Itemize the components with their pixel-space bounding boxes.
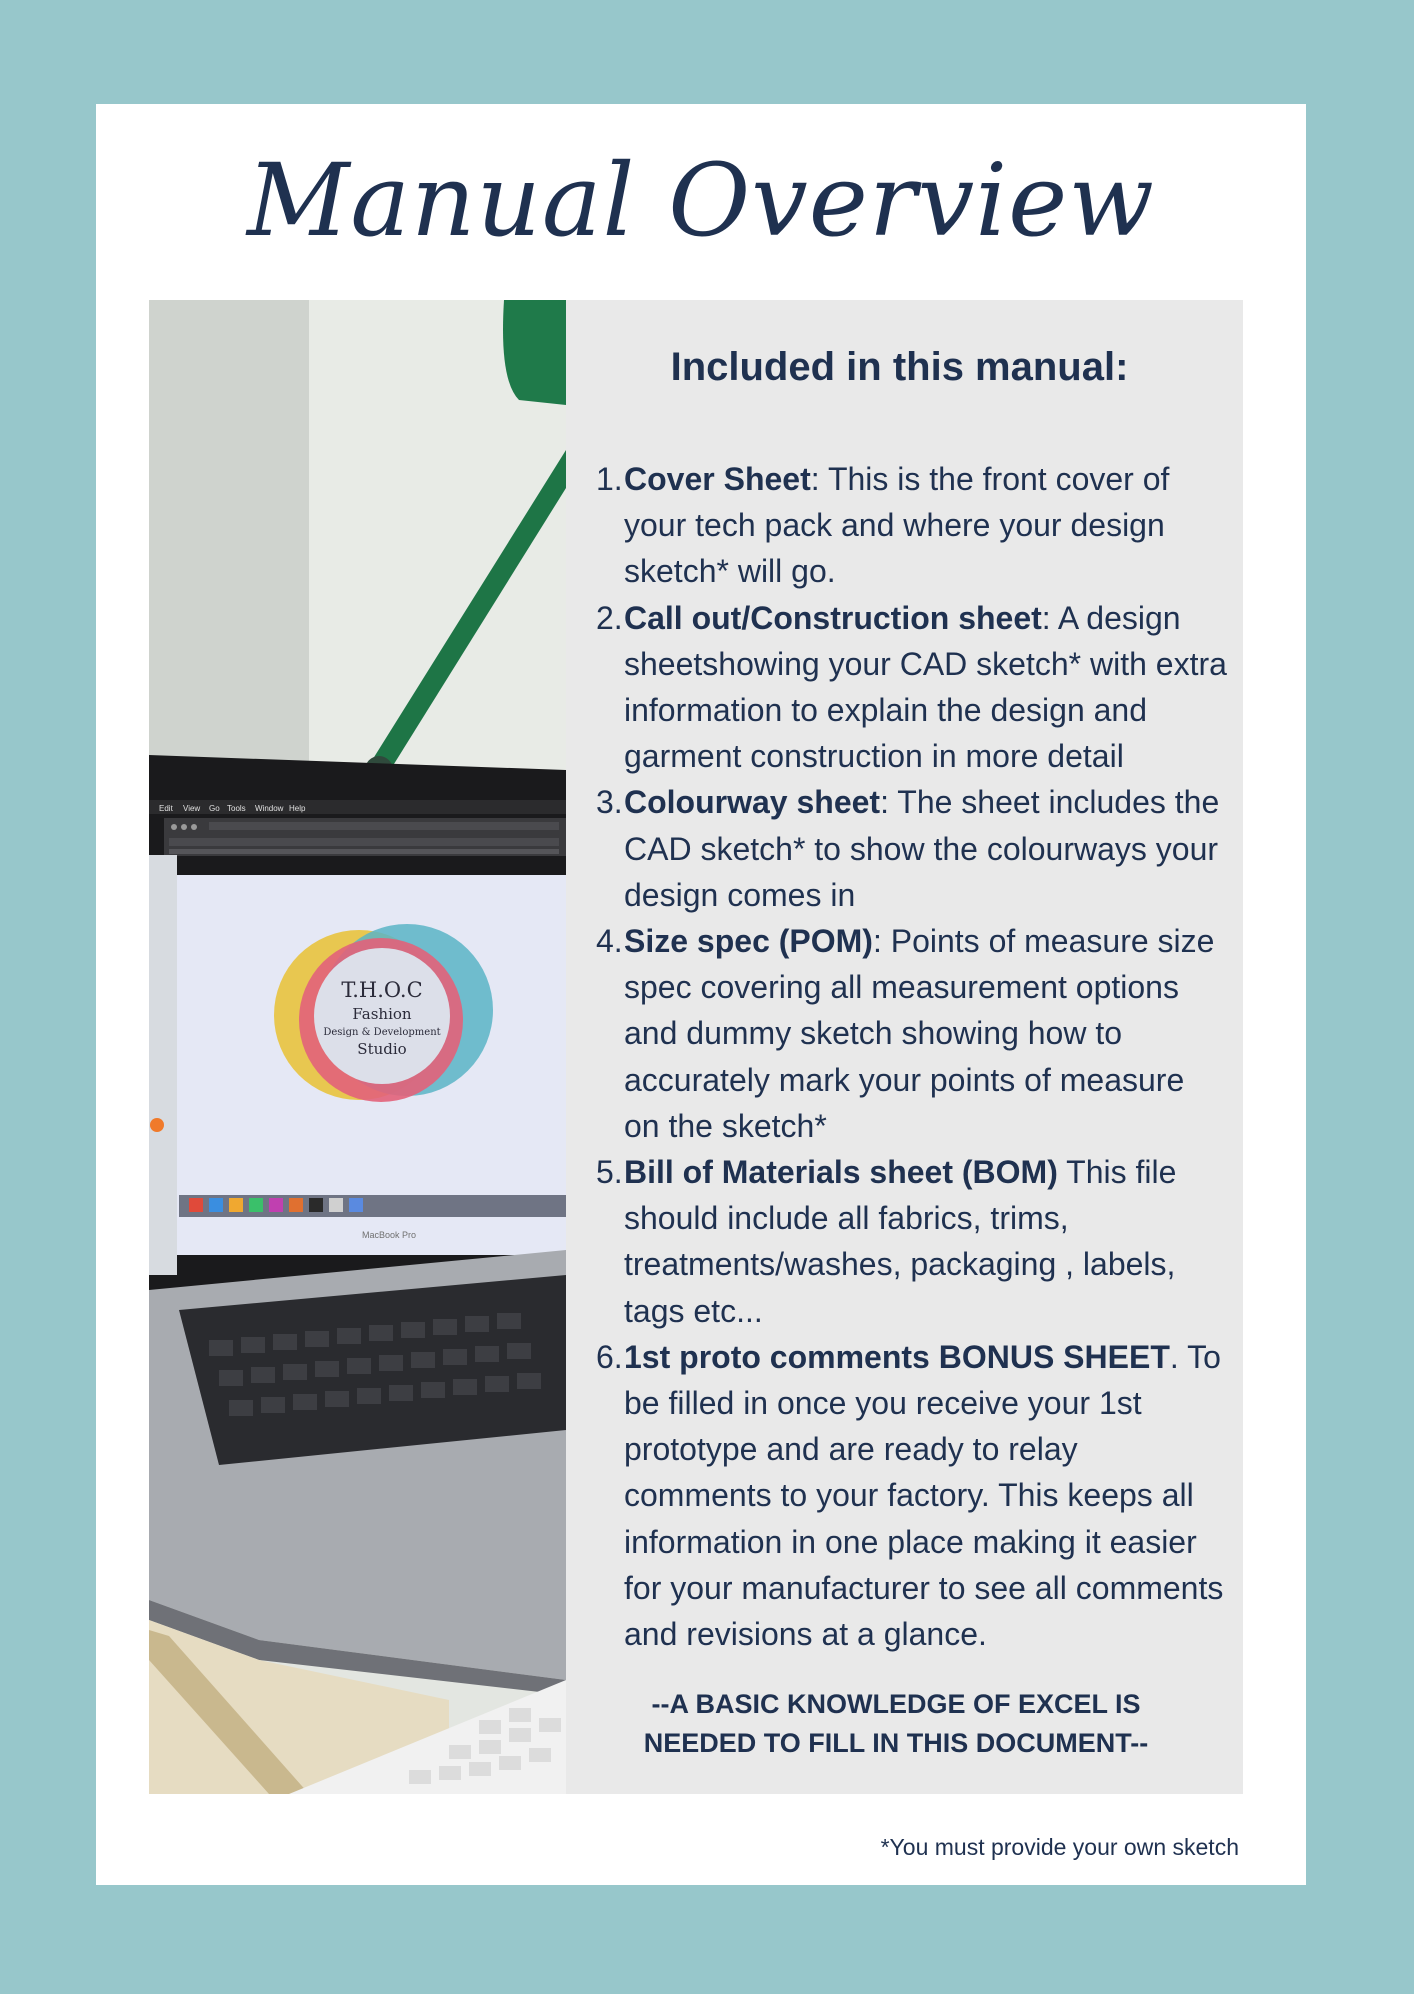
menu-view: View: [183, 804, 201, 813]
list-item-number: 6.: [596, 1338, 623, 1375]
laptop-photo-illustration: [149, 300, 566, 1794]
key: [439, 1766, 461, 1780]
logo-text-studio: Studio: [357, 1040, 407, 1058]
key: [411, 1352, 435, 1368]
list-item: [566, 918, 1243, 1149]
key: [507, 1343, 531, 1359]
key: [529, 1748, 551, 1762]
list-item-label: 1st proto comments BONUS SHEET: [624, 1338, 1170, 1375]
excel-note-line2: NEEDED TO FILL IN THIS DOCUMENT--: [643, 1728, 1149, 1758]
wall-shadow: [149, 300, 309, 770]
list-item-description: . To be filled in once you receive your 1st prototype and are ready to relay comments to your factory. This keeps all information in one place making it easier for your manufacturer to see all comments and revisions at a glance.: [624, 1338, 1224, 1653]
key: [325, 1391, 349, 1407]
key: [273, 1334, 297, 1350]
excel-note: [596, 1685, 1196, 1763]
lamp-shade: [503, 300, 566, 405]
list-item-number: 4.: [596, 923, 623, 960]
dock-icon: [269, 1198, 283, 1212]
key: [379, 1355, 403, 1371]
bottom-strip: [0, 1994, 1414, 2000]
excel-note-line1: --A BASIC KNOWLEDGE OF EXCEL IS: [651, 1689, 1141, 1719]
toolbar-row: [169, 838, 559, 846]
page-card: [96, 104, 1306, 1885]
key: [499, 1756, 521, 1770]
key: [261, 1397, 285, 1413]
list-item-description: : This is the front cover of your tech pack and where your design sketch* will go.: [624, 461, 1170, 590]
menu-edit: Edit: [159, 804, 173, 813]
laptop-brand: MacBook Pro: [361, 1230, 417, 1240]
browser-icon: [150, 1118, 164, 1132]
key: [497, 1313, 521, 1329]
key: [337, 1328, 361, 1344]
menu-help: Help: [289, 804, 306, 813]
key: [283, 1364, 307, 1380]
key: [509, 1708, 531, 1722]
key: [453, 1379, 477, 1395]
key: [401, 1322, 425, 1338]
key: [539, 1718, 561, 1732]
panel-heading: Included in this manual:: [670, 345, 1129, 389]
list-item-description: : The sheet includes the CAD sketch* to show the colourways your design comes in: [624, 784, 1220, 913]
contents-panel: [566, 300, 1243, 1794]
list-item-number: 2.: [596, 599, 623, 636]
list-item: [566, 456, 1243, 595]
laptop-photo: [149, 300, 566, 1794]
key: [241, 1337, 265, 1353]
list-item-number: 1.: [596, 461, 623, 497]
menu-go: Go: [209, 804, 220, 813]
list-item-label: Call out/Construction sheet: [624, 599, 1042, 636]
key: [315, 1361, 339, 1377]
list-item: [566, 1149, 1243, 1334]
list-item: [566, 595, 1243, 780]
toolbar-row: [169, 849, 559, 854]
key: [443, 1349, 467, 1365]
key: [479, 1720, 501, 1734]
menu-tools: Tools: [227, 804, 246, 813]
sketch-footnote: *You must provide your own sketch: [880, 1834, 1239, 1860]
key: [209, 1340, 233, 1356]
list-item-label: Colourway sheet: [624, 784, 881, 821]
list-item: [566, 1334, 1243, 1657]
logo-text-thoc: T.H.O.C: [341, 978, 423, 1002]
key: [509, 1728, 531, 1742]
list-item-label: Cover Sheet: [624, 461, 811, 497]
key: [421, 1382, 445, 1398]
side-window: [149, 855, 177, 1275]
list-item-number: 3.: [596, 784, 623, 821]
window-dot: [171, 824, 177, 830]
key: [219, 1370, 243, 1386]
list-item-label: Bill of Materials sheet (BOM): [624, 1154, 1058, 1191]
dock-icon: [349, 1198, 363, 1212]
key: [347, 1358, 371, 1374]
key: [433, 1319, 457, 1335]
window-dot: [181, 824, 187, 830]
key: [449, 1745, 471, 1759]
key: [475, 1346, 499, 1362]
dock-icon: [189, 1198, 203, 1212]
key: [389, 1385, 413, 1401]
menu-window: Window: [255, 804, 284, 813]
key: [251, 1367, 275, 1383]
list-item-number: 5.: [596, 1154, 623, 1191]
window-dot: [191, 824, 197, 830]
page-title: Manual Overview: [247, 142, 1155, 259]
logo-text-design: Design & Development: [323, 1027, 441, 1038]
list-item: [566, 779, 1243, 918]
dock-icon: [329, 1198, 343, 1212]
key: [409, 1770, 431, 1784]
key: [293, 1394, 317, 1410]
key: [465, 1316, 489, 1332]
key: [229, 1400, 253, 1416]
list-item-description: : A design sheetshowing your CAD sketch* with extra information to explain the design and garment construction in more detail: [624, 599, 1227, 775]
key: [485, 1376, 509, 1392]
dock-icon: [249, 1198, 263, 1212]
list-item-description: This file should include all fabrics, trims, treatments/washes, packaging , labels, tags etc...: [624, 1154, 1177, 1329]
dock-icon: [229, 1198, 243, 1212]
key: [357, 1388, 381, 1404]
list-item-description: : Points of measure size spec covering all measurement options and dummy sketch showing how to accurately mark your points of measure on the sketch*: [624, 923, 1215, 1144]
dock-icon: [289, 1198, 303, 1212]
key: [517, 1373, 541, 1389]
dock-icon: [209, 1198, 223, 1212]
toolbar-row: [209, 822, 559, 830]
contents-list: [566, 456, 1243, 1657]
key: [469, 1762, 491, 1776]
key: [305, 1331, 329, 1347]
key: [369, 1325, 393, 1341]
logo-text-fashion: Fashion: [352, 1005, 412, 1023]
list-item-label: Size spec (POM): [624, 923, 873, 960]
key: [479, 1740, 501, 1754]
dock-icon: [309, 1198, 323, 1212]
